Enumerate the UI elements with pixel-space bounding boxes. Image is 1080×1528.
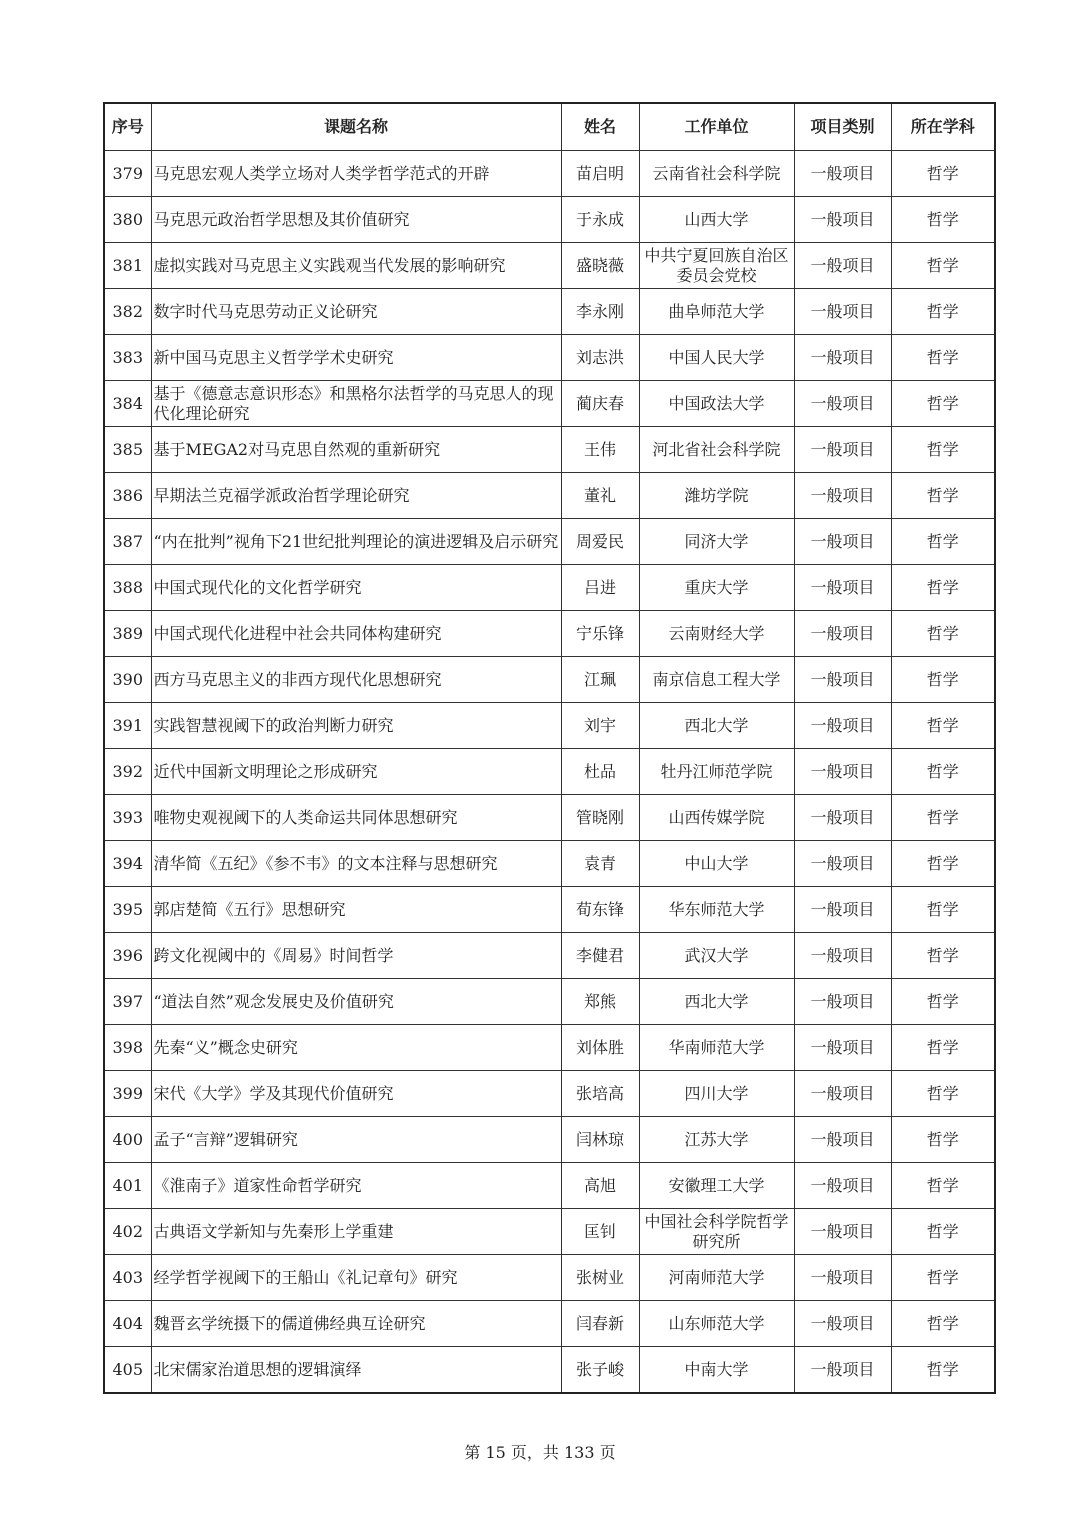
researcher-name: 刘宇 <box>561 703 639 749</box>
work-unit: 江苏大学 <box>639 1117 794 1163</box>
row-number: 399 <box>104 1071 151 1117</box>
project-title: 基于MEGA2对马克思自然观的重新研究 <box>151 427 561 473</box>
table-row <box>104 933 995 979</box>
researcher-name: 王伟 <box>561 427 639 473</box>
row-number: 404 <box>104 1301 151 1347</box>
work-unit: 西北大学 <box>639 979 794 1025</box>
header-title: 课题名称 <box>151 103 561 151</box>
project-type: 一般项目 <box>794 381 891 427</box>
subject: 哲学 <box>891 657 995 703</box>
row-number: 394 <box>104 841 151 887</box>
researcher-name: 匡钊 <box>561 1209 639 1255</box>
work-unit: 中国社会科学院哲学研究所 <box>639 1209 794 1255</box>
table-row <box>104 1117 995 1163</box>
researcher-name: 闫林琼 <box>561 1117 639 1163</box>
project-title: 《淮南子》道家性命哲学研究 <box>151 1163 561 1209</box>
project-type: 一般项目 <box>794 933 891 979</box>
project-title: 马克思宏观人类学立场对人类学哲学范式的开辟 <box>151 151 561 197</box>
work-unit: 曲阜师范大学 <box>639 289 794 335</box>
researcher-name: 江珮 <box>561 657 639 703</box>
table-row <box>104 1025 995 1071</box>
row-number: 401 <box>104 1163 151 1209</box>
row-number: 402 <box>104 1209 151 1255</box>
table-row <box>104 979 995 1025</box>
researcher-name: 李健君 <box>561 933 639 979</box>
work-unit: 四川大学 <box>639 1071 794 1117</box>
researcher-name: 袁青 <box>561 841 639 887</box>
page-footer: 第 15 页，共 133 页 <box>464 1443 616 1462</box>
researcher-name: 张培高 <box>561 1071 639 1117</box>
project-title: 孟子“言辩”逻辑研究 <box>151 1117 561 1163</box>
row-number: 391 <box>104 703 151 749</box>
table-row <box>104 1209 995 1255</box>
project-type: 一般项目 <box>794 611 891 657</box>
table-row <box>104 1255 995 1301</box>
table-row <box>104 289 995 335</box>
table-row <box>104 611 995 657</box>
researcher-name: 刘体胜 <box>561 1025 639 1071</box>
row-number: 400 <box>104 1117 151 1163</box>
table-row <box>104 1301 995 1347</box>
project-type: 一般项目 <box>794 841 891 887</box>
project-type: 一般项目 <box>794 1255 891 1301</box>
project-type: 一般项目 <box>794 1117 891 1163</box>
row-number: 379 <box>104 151 151 197</box>
row-number: 395 <box>104 887 151 933</box>
table-row <box>104 1163 995 1209</box>
work-unit: 云南财经大学 <box>639 611 794 657</box>
project-type: 一般项目 <box>794 795 891 841</box>
row-number: 388 <box>104 565 151 611</box>
subject: 哲学 <box>891 1301 995 1347</box>
researcher-name: 郑熊 <box>561 979 639 1025</box>
project-title: 西方马克思主义的非西方现代化思想研究 <box>151 657 561 703</box>
work-unit: 山西大学 <box>639 197 794 243</box>
subject: 哲学 <box>891 427 995 473</box>
project-title: 宋代《大学》学及其现代价值研究 <box>151 1071 561 1117</box>
table-row <box>104 243 995 289</box>
work-unit: 中南大学 <box>639 1347 794 1394</box>
project-type: 一般项目 <box>794 243 891 289</box>
project-title: 跨文化视阈中的《周易》时间哲学 <box>151 933 561 979</box>
subject: 哲学 <box>891 381 995 427</box>
table-row <box>104 657 995 703</box>
researcher-name: 高旭 <box>561 1163 639 1209</box>
subject: 哲学 <box>891 1071 995 1117</box>
table-row <box>104 197 995 243</box>
project-title: 唯物史观视阈下的人类命运共同体思想研究 <box>151 795 561 841</box>
header-unit: 工作单位 <box>639 103 794 151</box>
project-type: 一般项目 <box>794 979 891 1025</box>
header-type: 项目类别 <box>794 103 891 151</box>
project-title: 中国式现代化进程中社会共同体构建研究 <box>151 611 561 657</box>
project-type: 一般项目 <box>794 565 891 611</box>
work-unit: 西北大学 <box>639 703 794 749</box>
subject: 哲学 <box>891 473 995 519</box>
project-type: 一般项目 <box>794 1347 891 1394</box>
subject: 哲学 <box>891 1347 995 1394</box>
researcher-name: 杜品 <box>561 749 639 795</box>
researcher-name: 于永成 <box>561 197 639 243</box>
project-title: 虚拟实践对马克思主义实践观当代发展的影响研究 <box>151 243 561 289</box>
work-unit: 南京信息工程大学 <box>639 657 794 703</box>
subject: 哲学 <box>891 1025 995 1071</box>
work-unit: 华东师范大学 <box>639 887 794 933</box>
project-title: 数字时代马克思劳动正义论研究 <box>151 289 561 335</box>
researcher-name: 荀东锋 <box>561 887 639 933</box>
project-type: 一般项目 <box>794 657 891 703</box>
subject: 哲学 <box>891 933 995 979</box>
work-unit: 牡丹江师范学院 <box>639 749 794 795</box>
work-unit: 中国政法大学 <box>639 381 794 427</box>
researcher-name: 刘志洪 <box>561 335 639 381</box>
project-title: 魏晋玄学统摄下的儒道佛经典互诠研究 <box>151 1301 561 1347</box>
work-unit: 中山大学 <box>639 841 794 887</box>
row-number: 403 <box>104 1255 151 1301</box>
row-number: 380 <box>104 197 151 243</box>
project-title: 基于《德意志意识形态》和黑格尔法哲学的马克思人的现代化理论研究 <box>151 381 561 427</box>
researcher-name: 李永刚 <box>561 289 639 335</box>
work-unit: 中共宁夏回族自治区委员会党校 <box>639 243 794 289</box>
work-unit: 华南师范大学 <box>639 1025 794 1071</box>
work-unit: 重庆大学 <box>639 565 794 611</box>
project-type: 一般项目 <box>794 1209 891 1255</box>
project-title: 郭店楚简《五行》思想研究 <box>151 887 561 933</box>
researcher-name: 董礼 <box>561 473 639 519</box>
work-unit: 同济大学 <box>639 519 794 565</box>
subject: 哲学 <box>891 1163 995 1209</box>
project-type: 一般项目 <box>794 335 891 381</box>
subject: 哲学 <box>891 795 995 841</box>
project-type: 一般项目 <box>794 151 891 197</box>
researcher-name: 周爱民 <box>561 519 639 565</box>
subject: 哲学 <box>891 749 995 795</box>
subject: 哲学 <box>891 1255 995 1301</box>
researcher-name: 吕进 <box>561 565 639 611</box>
row-number: 386 <box>104 473 151 519</box>
table-row <box>104 151 995 197</box>
row-number: 384 <box>104 381 151 427</box>
row-number: 390 <box>104 657 151 703</box>
subject: 哲学 <box>891 887 995 933</box>
project-type: 一般项目 <box>794 289 891 335</box>
row-number: 387 <box>104 519 151 565</box>
row-number: 381 <box>104 243 151 289</box>
work-unit: 潍坊学院 <box>639 473 794 519</box>
researcher-name: 张子峻 <box>561 1347 639 1394</box>
project-title: “内在批判”视角下21世纪批判理论的演进逻辑及启示研究 <box>151 519 561 565</box>
subject: 哲学 <box>891 979 995 1025</box>
row-number: 382 <box>104 289 151 335</box>
header-name: 姓名 <box>561 103 639 151</box>
project-title: 中国式现代化的文化哲学研究 <box>151 565 561 611</box>
row-number: 398 <box>104 1025 151 1071</box>
row-number: 397 <box>104 979 151 1025</box>
project-title: 清华简《五纪》《参不韦》的文本注释与思想研究 <box>151 841 561 887</box>
researcher-name: 苗启明 <box>561 151 639 197</box>
row-number: 392 <box>104 749 151 795</box>
project-title: 古典语文学新知与先秦形上学重建 <box>151 1209 561 1255</box>
row-number: 396 <box>104 933 151 979</box>
row-number: 393 <box>104 795 151 841</box>
work-unit: 安徽理工大学 <box>639 1163 794 1209</box>
table-row <box>104 381 995 427</box>
subject: 哲学 <box>891 703 995 749</box>
subject: 哲学 <box>891 197 995 243</box>
project-title: 北宋儒家治道思想的逻辑演绎 <box>151 1347 561 1394</box>
table-row <box>104 519 995 565</box>
project-title: 经学哲学视阈下的王船山《礼记章句》研究 <box>151 1255 561 1301</box>
researcher-name: 盛晓薇 <box>561 243 639 289</box>
subject: 哲学 <box>891 243 995 289</box>
subject: 哲学 <box>891 289 995 335</box>
table-row <box>104 335 995 381</box>
work-unit: 河北省社会科学院 <box>639 427 794 473</box>
subject: 哲学 <box>891 611 995 657</box>
table-row <box>104 703 995 749</box>
subject: 哲学 <box>891 151 995 197</box>
project-type: 一般项目 <box>794 427 891 473</box>
table-row <box>104 841 995 887</box>
subject: 哲学 <box>891 1117 995 1163</box>
header-number: 序号 <box>104 103 151 151</box>
table-row <box>104 473 995 519</box>
subject: 哲学 <box>891 519 995 565</box>
table-body <box>104 151 995 1394</box>
work-unit: 武汉大学 <box>639 933 794 979</box>
work-unit: 河南师范大学 <box>639 1255 794 1301</box>
project-type: 一般项目 <box>794 197 891 243</box>
work-unit: 云南省社会科学院 <box>639 151 794 197</box>
project-title: 实践智慧视阈下的政治判断力研究 <box>151 703 561 749</box>
table-row <box>104 1071 995 1117</box>
researcher-name: 闫春新 <box>561 1301 639 1347</box>
work-unit: 中国人民大学 <box>639 335 794 381</box>
project-type: 一般项目 <box>794 1301 891 1347</box>
table-row <box>104 565 995 611</box>
subject: 哲学 <box>891 1209 995 1255</box>
project-title: 新中国马克思主义哲学学术史研究 <box>151 335 561 381</box>
project-title: 早期法兰克福学派政治哲学理论研究 <box>151 473 561 519</box>
researcher-name: 蔺庆春 <box>561 381 639 427</box>
row-number: 385 <box>104 427 151 473</box>
table-row <box>104 795 995 841</box>
subject: 哲学 <box>891 565 995 611</box>
project-type: 一般项目 <box>794 519 891 565</box>
project-title: 马克思元政治哲学思想及其价值研究 <box>151 197 561 243</box>
project-type: 一般项目 <box>794 473 891 519</box>
subject: 哲学 <box>891 841 995 887</box>
table-row <box>104 427 995 473</box>
header-subject: 所在学科 <box>891 103 995 151</box>
project-type: 一般项目 <box>794 749 891 795</box>
header-row <box>104 103 995 151</box>
row-number: 405 <box>104 1347 151 1394</box>
project-type: 一般项目 <box>794 703 891 749</box>
researcher-name: 宁乐锋 <box>561 611 639 657</box>
work-unit: 山东师范大学 <box>639 1301 794 1347</box>
project-title: 近代中国新文明理论之形成研究 <box>151 749 561 795</box>
work-unit: 山西传媒学院 <box>639 795 794 841</box>
project-type: 一般项目 <box>794 1163 891 1209</box>
table-row <box>104 749 995 795</box>
table-row <box>104 1347 995 1394</box>
table-row <box>104 887 995 933</box>
researcher-name: 张树业 <box>561 1255 639 1301</box>
project-type: 一般项目 <box>794 887 891 933</box>
project-title: 先秦“义”概念史研究 <box>151 1025 561 1071</box>
project-title: “道法自然”观念发展史及价值研究 <box>151 979 561 1025</box>
project-type: 一般项目 <box>794 1071 891 1117</box>
project-type: 一般项目 <box>794 1025 891 1071</box>
row-number: 389 <box>104 611 151 657</box>
project-table <box>103 102 996 1394</box>
row-number: 383 <box>104 335 151 381</box>
subject: 哲学 <box>891 335 995 381</box>
researcher-name: 管晓刚 <box>561 795 639 841</box>
